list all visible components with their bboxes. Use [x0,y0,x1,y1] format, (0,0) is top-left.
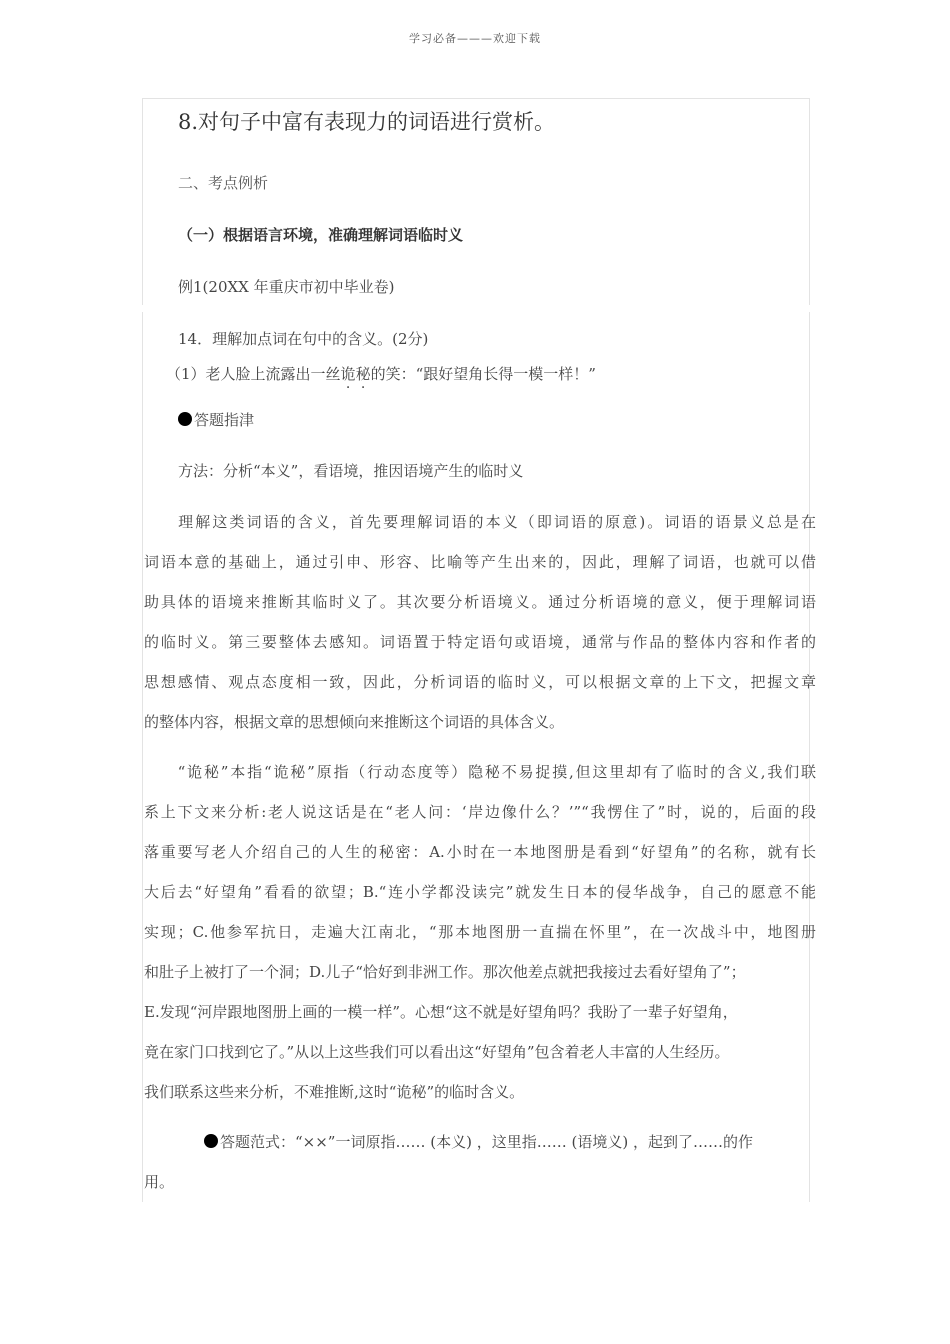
paragraph-analysis [144,752,816,1112]
bullet-icon [178,412,192,426]
paragraph-line: 竟在家门口找到它了。”从以上这些我们可以看出这“好望角”包含着老人丰富的人生经历。 [144,1043,730,1061]
heading-8: 8.对句子中富有表现力的词语进行赏析。 [178,110,556,134]
paragraph-explanation [144,502,816,742]
paragraph-line: 大后去“好望角”看看的欲望；B.“连小学都没读完”就发生日本的侵华战争，自己的愿意不能 [144,883,816,901]
answer-format-line-1 [144,1122,810,1162]
guide-label: 答题指津 [194,411,255,429]
dotted-char-2: 秘 [355,365,371,383]
header-watermark: 学习必备———欢迎下载 [409,32,541,45]
paragraph-line: 我们联系这些来分析，不难推断,这时“诡秘”的临时含义。 [144,1083,525,1101]
paragraph-line: 的整体内容，根据文章的思想倾向来推断这个词语的具体含义。 [144,713,565,731]
paragraph-line: 思想感情、观点态度相一致，因此，分析词语的临时义，可以根据文章的上下文，把握文章 [144,673,816,691]
paragraph-line: 助具体的语境来推断其临时义了。其次要分析语境义。通过分析语境的意义，便于理解词语 [144,593,816,611]
paragraph-line: E.发现“河岸跟地图册上画的一模一样”。心想“这不就是好望角吗？我盼了一辈子好望角， [144,1003,738,1021]
paragraph-line: 系上下文来分析:老人说这话是在“老人问：‘岸边像什么？’”“我愣住了”时，说的，后面的段 [144,803,816,821]
paragraph-line: 实现；C.他参军抗日，走遍大江南北，“那本地图册一直揣在怀里”，在一次战斗中，地图册 [144,923,816,941]
section-title: 二、考点例析 [178,174,269,192]
paragraph-line: 词语本意的基础上，通过引申、形容、比喻等产生出来的，因此，理解了词语，也就可以借 [144,553,816,571]
paragraph-line: 理解这类词语的含义，首先要理解词语的本义（即词语的原意)。词语的语景义总是在 [144,513,816,531]
bullet-icon [204,1134,218,1148]
answer-format-line-2: 用。 [144,1173,175,1191]
paragraph-line: “诡秘”本指“诡秘”原指（行动态度等）隐秘不易捉摸,但这里却有了临时的含义,我们联 [144,763,816,781]
paragraph-line: 的临时义。第三要整体去感知。词语置于特定语句或语境，通常与作品的整体内容和作者的 [144,633,816,651]
subsection-title: （一）根据语言环境，准确理解词语临时义 [178,226,464,244]
guide-heading [178,409,254,430]
question-1-prefix: （1）老人脸上流露出一丝 [166,365,341,383]
question-1-suffix: 的笑：“跟好望角长得一模一样！” [370,365,596,383]
dotted-char-1: 诡 [340,365,356,383]
answer-format [144,1122,810,1202]
example-label: 例1(20XX 年重庆市初中毕业卷) [178,278,395,296]
method-text: 方法：分析“本义”，看语境，推因语境产生的临时义 [178,462,524,480]
question-14: 14．理解加点词在句中的含义。(2分) [178,330,429,348]
answer-format-text: 答题范式：“××”一词原指…… (本义) ，这里指…… (语境义) ，起到了……的作 [220,1133,753,1151]
paragraph-line: 落重要写老人介绍自己的人生的秘密：A.小时在一本地图册是看到“好望角”的名称，就有长 [144,843,816,861]
question-1 [166,363,596,384]
paragraph-line: 和肚子上被打了一个洞；D.儿子“恰好到非洲工作。那次他差点就把我接过去看好望角了”； [144,963,746,981]
